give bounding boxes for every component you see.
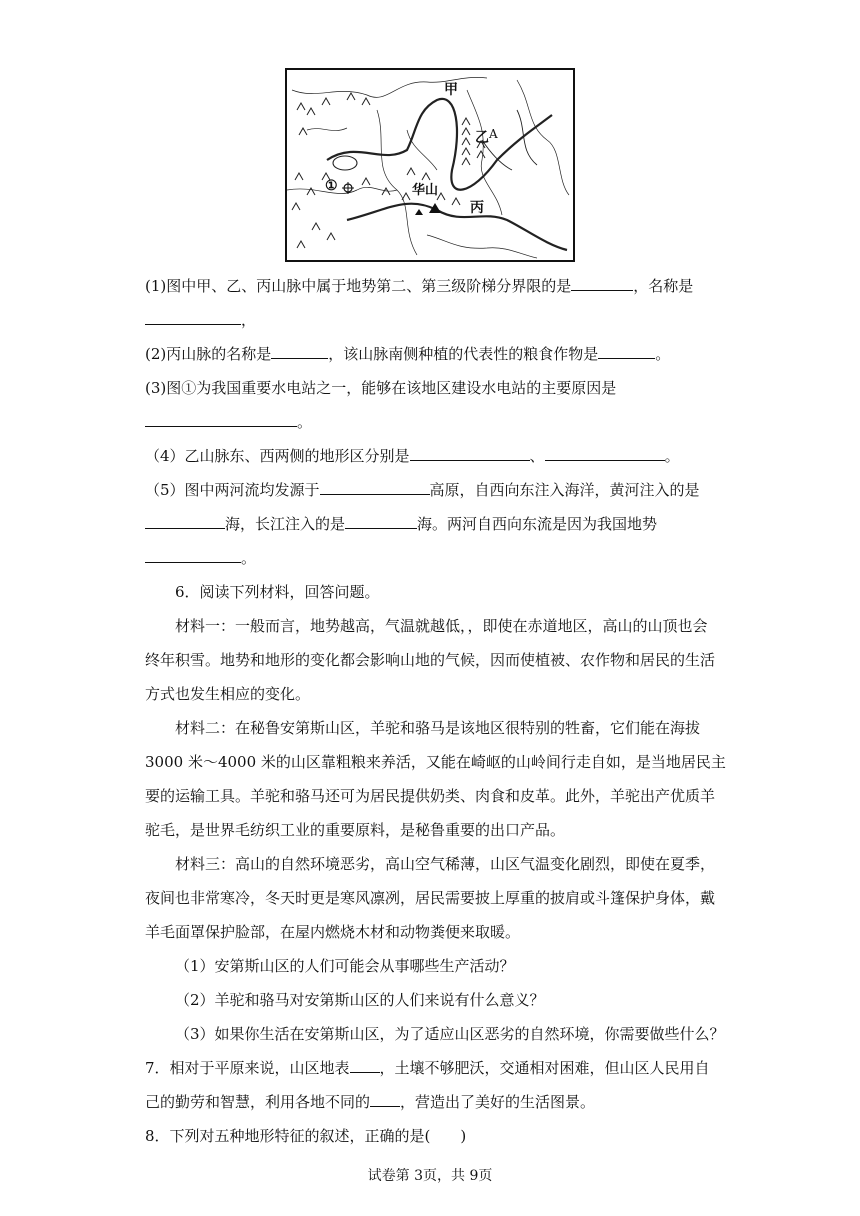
q6-title: 6．阅读下列材料，回答问题。 — [175, 583, 380, 601]
q7-line1: 7．相对于平原来说，山区地表 ，土壤不够肥沃，交通相对困难，但山区人民用自 — [145, 1059, 710, 1077]
answer-blank[interactable] — [345, 514, 417, 529]
answer-blank[interactable] — [271, 344, 328, 359]
q6-sub2: （2）羊驼和骆马对安第斯山区的人们来说有什么意义？ — [175, 991, 545, 1009]
map-label-jia: 甲 — [444, 82, 458, 98]
map-label-bing: 丙 — [470, 200, 484, 216]
q6-sub3: （3）如果你生活在安第斯山区，为了适应山区恶劣的自然环境，你需要做些什么？ — [175, 1025, 725, 1043]
answer-blank[interactable] — [545, 446, 665, 461]
answer-blank[interactable] — [350, 1058, 380, 1073]
map-figure — [285, 68, 575, 262]
q6-material2-line2: 3000 米～4000 米的山区靠粗粮来养活，又能在崎岖的山岭间行走自如，是当地居民主 — [145, 753, 726, 771]
answer-blank[interactable] — [571, 276, 633, 291]
answer-blank[interactable] — [370, 1092, 400, 1107]
q6-material3-line1: 材料三：高山的自然环境恶劣，高山空气稀薄，山区气温变化剧烈，即使在夏季， — [175, 855, 716, 873]
q6-material2-line1: 材料二：在秘鲁安第斯山区，羊驼和骆马是该地区很特别的牲畜，它们能在海拔 — [175, 719, 701, 737]
q5-sub2: (2)丙山脉的名称是 ，该山脉南侧种植的代表性的粮食作物是 。 — [145, 345, 671, 363]
map-label-circle1: ① — [325, 178, 338, 194]
q5-sub5-line3: 。 — [145, 548, 256, 568]
answer-blank[interactable] — [410, 446, 530, 461]
map-label-a: A — [489, 127, 498, 141]
map-drawing — [287, 70, 573, 260]
page-footer: 试卷第 3页，共 9页 — [367, 1168, 493, 1184]
answer-blank[interactable] — [145, 412, 297, 427]
map-label-huashan: 华山 — [412, 183, 439, 198]
q6-material1-line2: 终年积雪。地势和地形的变化都会影响山地的气候，因而使植被、农作物和居民的生活 — [145, 651, 716, 669]
q6-material1-line1: 材料一：一般而言，地势越高，气温就越低，，即使在赤道地区，高山的山顶也会 — [175, 617, 708, 635]
answer-blank[interactable] — [145, 514, 225, 529]
q7-line2: 己的勤劳和智慧，利用各地不同的 ，营造出了美好的生活图景。 — [145, 1093, 596, 1111]
q6-material2-line3: 要的运输工具。羊驼和骆马还可为居民提供奶类、肉食和皮革。此外，羊驼出产优质羊 — [145, 787, 716, 805]
q5-sub4: （4）乙山脉东、西两侧的地形区分别是 、 。 — [145, 447, 680, 465]
q6-material3-line3: 羊毛面罩保护脸部，在屋内燃烧木材和动物粪便来取暖。 — [145, 923, 521, 941]
map-label-yi: 乙 — [475, 130, 489, 146]
q5-sub5-line2: 海，长江注入的是 海。两河自西向东流是因为我国地势 — [145, 514, 657, 534]
answer-blank[interactable] — [598, 344, 655, 359]
q5-sub3-line1: (3)图①为我国重要水电站之一，能够在该地区建设水电站的主要原因是 — [145, 379, 617, 397]
q5-sub1-line1: (1)图中甲、乙、丙山脉中属于地势第二、第三级阶梯分界限的是 ，名称是 — [145, 277, 694, 295]
answer-blank[interactable] — [320, 480, 430, 495]
q6-material2-line4: 驼毛，是世界毛纺织工业的重要原料，是秘鲁重要的出口产品。 — [145, 821, 566, 839]
q5-sub1-line2: ， — [145, 310, 256, 330]
q6-material3-line2: 夜间也非常寒冷，冬天时更是寒风凛冽，居民需要披上厚重的披肩或斗篷保护身体，戴 — [145, 889, 716, 907]
q5-sub3-line2: 。 — [145, 412, 312, 432]
q5-sub5-line1: （5）图中两河流均发源于 高原，自西向东注入海洋，黄河注入的是 — [145, 481, 700, 499]
answer-blank[interactable] — [145, 310, 241, 325]
q6-sub1: （1）安第斯山区的人们可能会从事哪些生产活动？ — [175, 957, 515, 975]
answer-blank[interactable] — [145, 548, 241, 563]
q8-stem: 8．下列对五种地形特征的叙述，正确的是( ) — [145, 1127, 467, 1145]
q6-material1-line3: 方式也发生相应的变化。 — [145, 685, 311, 703]
